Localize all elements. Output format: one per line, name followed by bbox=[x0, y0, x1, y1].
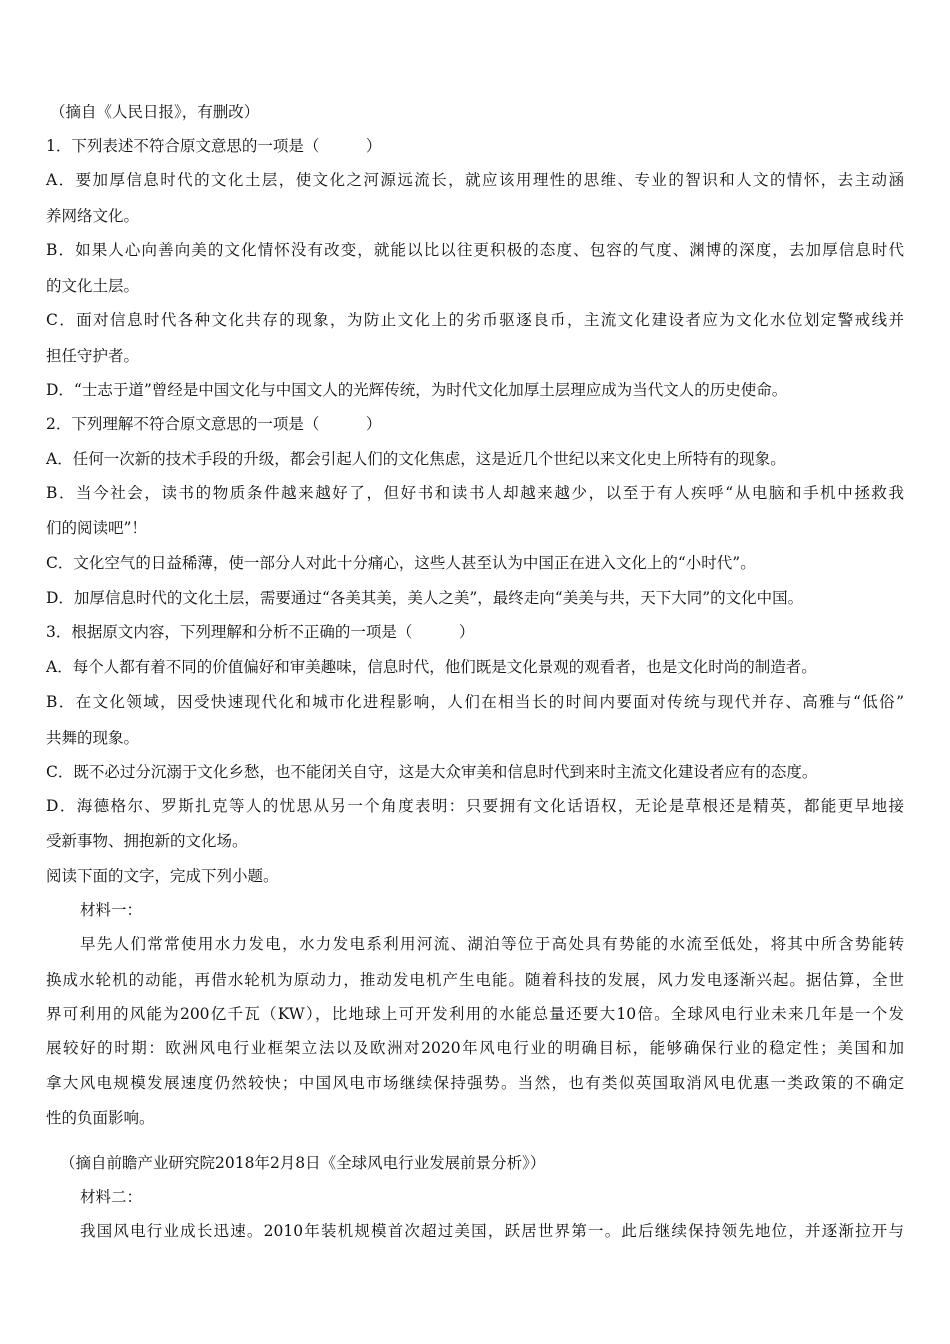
q3-option-d: D．海德格尔、罗斯扎克等人的忧思从另一个角度表明：只要拥有文化话语权，无论是草根还是精英，都能更早地接 bbox=[46, 797, 904, 815]
q2-option-c: C．文化空气的日益稀薄，使一部分人对此十分痛心，这些人甚至认为中国正在进入文化上的“小时代”。 bbox=[46, 554, 756, 572]
material-2-heading: 材料二： bbox=[80, 1188, 143, 1206]
material-1-para: 展较好的时期：欧洲风电行业框架立法以及欧洲对2020年风电行业的明确目标，能够确保行业的稳定性；美国和加 bbox=[46, 1039, 904, 1057]
q1-option-a: A．要加厚信息时代的文化土层，使文化之河源远流长，就应该用理性的思维、专业的智识和人文的情怀，去主动涵 bbox=[46, 171, 904, 189]
material-1-heading: 材料一： bbox=[80, 901, 143, 919]
q1-option-a-cont: 养网络文化。 bbox=[46, 207, 140, 225]
q3-option-a: A．每个人都有着不同的价值偏好和审美趣味，信息时代，他们既是文化景观的观看者，也是文化时尚的制造者。 bbox=[46, 658, 817, 676]
q3-option-b: B．在文化领域，因受快速现代化和城市化进程影响，人们在相当长的时间内要面对传统与现代并存、高雅与“低俗” bbox=[46, 693, 904, 711]
q1-option-c-cont: 担任守护者。 bbox=[46, 347, 140, 365]
material-1-source: （摘自前瞻产业研究院2018年2月8日《全球风电行业发展前景分析》） bbox=[60, 1154, 546, 1172]
question-1: 1．下列表述不符合原文意思的一项是（ ） bbox=[46, 137, 382, 155]
material-1-para: 界可利用的风能为200亿千瓦（KW），比地球上可开发利用的水能总量还要大10倍。全球风电行业未来几年是一个发 bbox=[46, 1005, 904, 1023]
q1-option-b: B．如果人心向善向美的文化情怀没有改变，就能以比以往更积极的态度、包容的气度、渊博的深度，去加厚信息时代 bbox=[46, 241, 904, 259]
q1-option-d: D．“士志于道”曾经是中国文化与中国文人的光辉传统，为时代文化加厚土层理应成为当代文人的历史使命。 bbox=[46, 381, 788, 399]
q2-option-a: A．任何一次新的技术手段的升级，都会引起人们的文化焦虑，这是近几个世纪以来文化史上所特有的现象。 bbox=[46, 450, 786, 468]
reading-instruction: 阅读下面的文字，完成下列小题。 bbox=[46, 867, 279, 885]
q3-option-d-cont: 受新事物、拥抱新的文化场。 bbox=[46, 832, 248, 850]
q3-option-c: C．既不必过分沉溺于文化乡愁，也不能闭关自守，这是大众审美和信息时代到来时主流文化建设者应有的态度。 bbox=[46, 763, 818, 781]
q2-option-b-cont: 们的阅读吧”！ bbox=[46, 519, 147, 537]
material-1-para: 拿大风电规模发展速度仍然较快；中国风电市场继续保持强势。当然，也有类似英国取消风电优惠一类政策的不确定 bbox=[46, 1074, 904, 1092]
material-1-para: 早先人们常常使用水力发电，水力发电系利用河流、湖泊等位于高处具有势能的水流至低处，将其中所含势能转 bbox=[80, 935, 904, 953]
question-2: 2．下列理解不符合原文意思的一项是（ ） bbox=[46, 415, 382, 433]
q1-option-c: C．面对信息时代各种文化共存的现象，为防止文化上的劣币驱逐良币，主流文化建设者应为文化水位划定警戒线并 bbox=[46, 311, 904, 329]
source-citation: （摘自《人民日报》，有删改） bbox=[50, 103, 260, 121]
material-1-para: 换成水轮机的动能，再借水轮机为原动力，推动发电机产生电能。随着科技的发展，风力发电逐渐兴起。据估算，全世 bbox=[46, 971, 904, 989]
material-2-para: 我国风电行业成长迅速。2010年装机规模首次超过美国，跃居世界第一。此后继续保持领先地位，并逐渐拉开与 bbox=[80, 1222, 904, 1240]
question-3: 3．根据原文内容，下列理解和分析不正确的一项是（ ） bbox=[46, 623, 475, 641]
material-1-para: 性的负面影响。 bbox=[46, 1109, 155, 1127]
q3-option-b-cont: 共舞的现象。 bbox=[46, 729, 140, 747]
q1-option-b-cont: 的文化土层。 bbox=[46, 277, 140, 295]
q2-option-b: B．当今社会，读书的物质条件越来越好了，但好书和读书人却越来越少，以至于有人疾呼“从电脑和手机中拯救我 bbox=[46, 484, 904, 502]
q2-option-d: D．加厚信息时代的文化土层，需要通过“各美其美，美人之美”，最终走向“美美与共，天下大同”的文化中国。 bbox=[46, 589, 804, 607]
